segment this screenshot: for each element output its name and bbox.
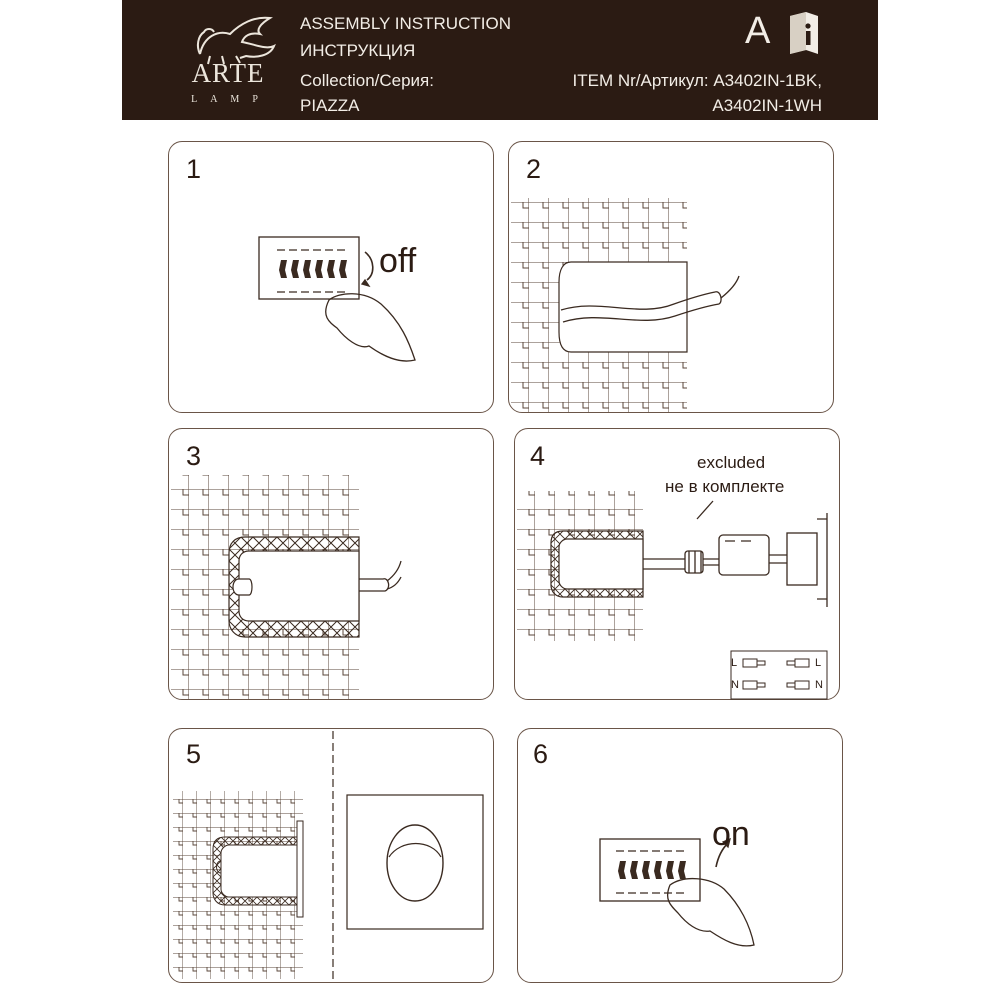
step-4-panel bbox=[514, 428, 840, 700]
off-label: off bbox=[379, 242, 417, 280]
legend-l-left: L bbox=[731, 657, 738, 669]
title-en: ASSEMBLY INSTRUCTION bbox=[300, 14, 511, 33]
item-number-line1: ITEM Nr/Артикул: A3402IN-1BK, bbox=[572, 71, 822, 90]
installed-fixture-illustration bbox=[169, 729, 495, 984]
info-book-icon bbox=[786, 10, 822, 58]
step-number: 4 bbox=[530, 441, 546, 471]
excluded-note-ru: не в комплекте bbox=[665, 477, 785, 496]
brand-subtitle: LAMP bbox=[191, 94, 271, 105]
step-3-panel bbox=[168, 428, 494, 700]
wall-cutout-illustration bbox=[509, 142, 835, 414]
legend-n-left: N bbox=[731, 679, 739, 691]
step-1-panel bbox=[168, 141, 494, 413]
step-6-panel bbox=[517, 728, 843, 983]
step-number: 6 bbox=[533, 739, 549, 769]
collection-value: PIAZZA bbox=[300, 96, 360, 115]
breaker-on-illustration bbox=[518, 729, 844, 984]
on-label: on bbox=[712, 815, 750, 853]
document-letter: A bbox=[745, 10, 771, 52]
step-2-panel bbox=[508, 141, 834, 413]
legend-n-right: N bbox=[815, 679, 823, 691]
collection-label: Collection/Серия: bbox=[300, 71, 434, 90]
title-ru: ИНСТРУКЦИЯ bbox=[300, 41, 416, 60]
excluded-note: excluded bbox=[697, 453, 766, 472]
item-number-line2: A3402IN-1WH bbox=[712, 96, 822, 115]
housing-insert-illustration bbox=[169, 429, 495, 701]
legend-l-right: L bbox=[815, 657, 822, 669]
breaker-off-illustration bbox=[169, 142, 495, 414]
brand-wordmark: ARTE bbox=[191, 58, 265, 88]
step-number: 2 bbox=[526, 154, 542, 184]
step-number: 3 bbox=[186, 441, 202, 471]
step-5-panel bbox=[168, 728, 494, 983]
wiring-connection-illustration bbox=[515, 429, 841, 701]
step-number: 1 bbox=[186, 154, 202, 184]
step-number: 5 bbox=[186, 739, 202, 769]
